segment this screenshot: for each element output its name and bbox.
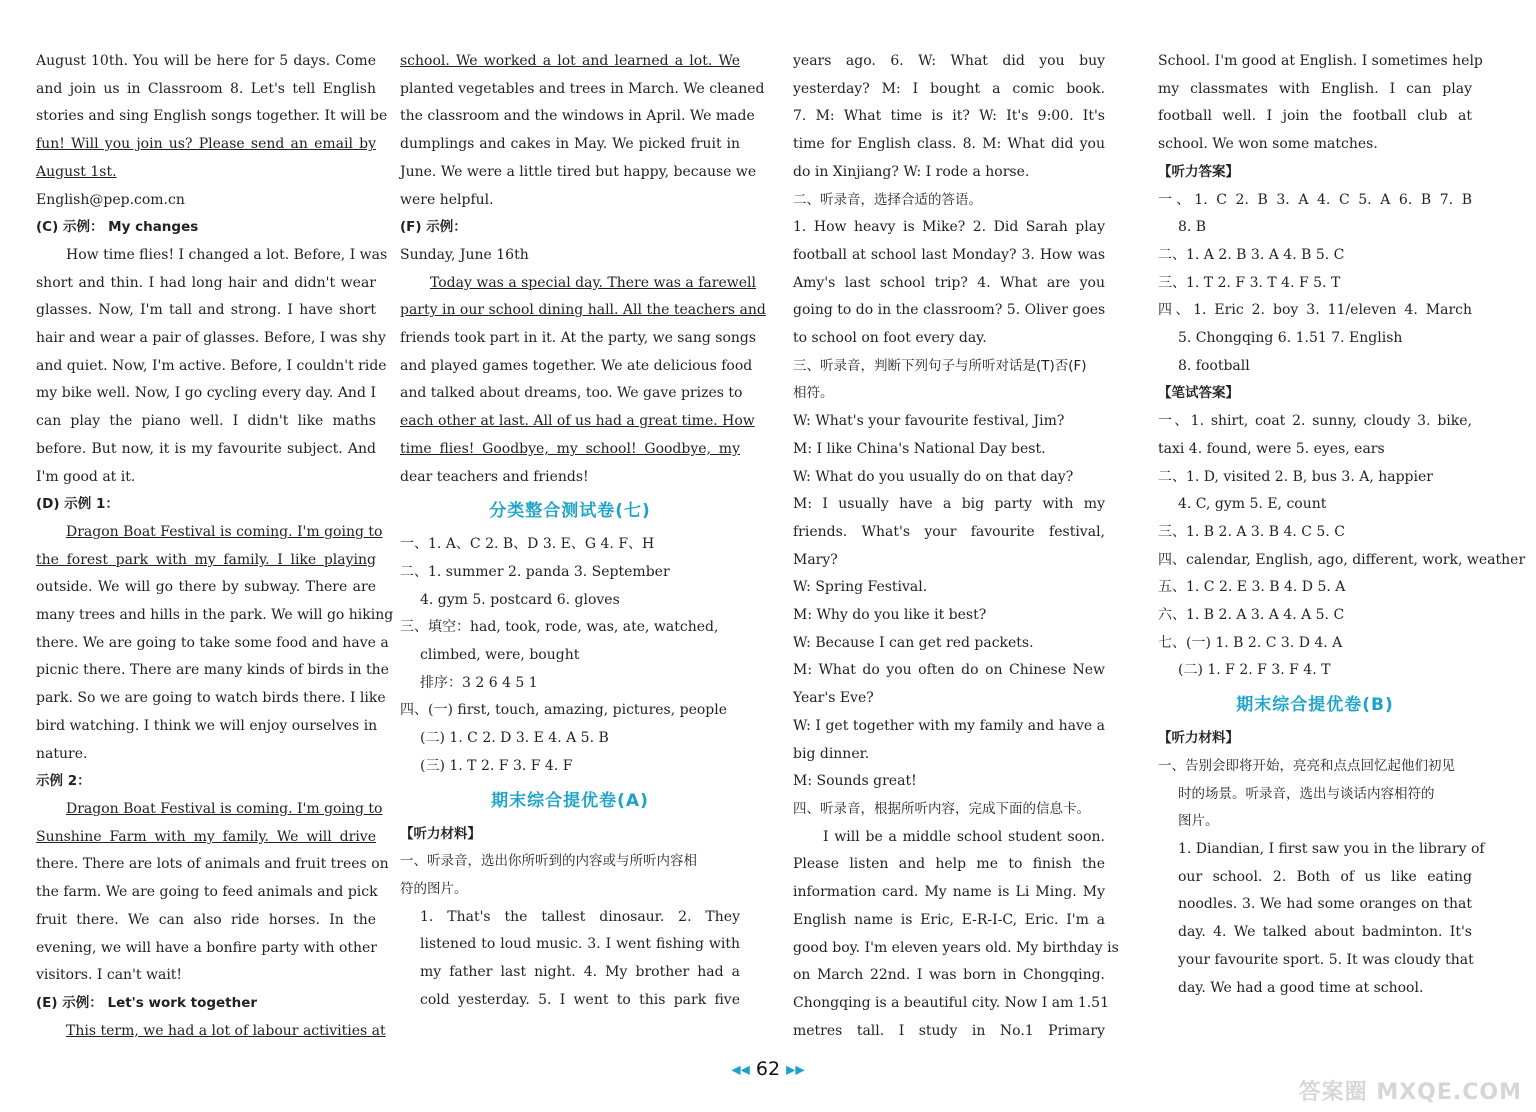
answer-line: school. We won some matches. [1158, 136, 1378, 153]
col1-text-line: This term, we had a lot of labour activities at [66, 1022, 386, 1039]
col3-text-line: 二、听录音，选择合适的答语。 [793, 191, 982, 208]
answer-line: 【听力答案】 [1158, 163, 1239, 180]
col3-text-line: years ago. 6. W: What did you buy [793, 53, 1105, 69]
col1-text-line: hair and wear a pair of glasses. Before, I was shy [36, 330, 386, 347]
col3-text-line: big dinner. [793, 745, 870, 762]
col1-text-line: fun! Will you join us? Please send an email by [36, 136, 376, 153]
col3-text-line: Please listen and help me to finish the [793, 856, 1105, 873]
col2-text-line: (F) 示例： [400, 219, 467, 236]
page-number: 62 [755, 1058, 781, 1080]
col1-text-line: evening, we will have a bonfire party with other [36, 939, 378, 956]
col3-text-line: M: I usually have a big party with my [793, 496, 1105, 513]
col1-text-line: I'm good at it. [36, 468, 136, 485]
answer-line: 一、1. A、C 2. B、D 3. E、G 4. F、H [400, 536, 655, 553]
col1-text-line: glasses. Now, I'm tall and strong. I have short [36, 302, 376, 319]
col3-text-line: football at school last Monday? 3. How was [793, 246, 1105, 263]
col1-text-line: English@pep.com.cn [36, 191, 185, 208]
answer-line: 一、1. shirt, coat 2. sunny, cloudy 3. bike, [1158, 413, 1472, 430]
answer-line: 4. gym 5. postcard 6. gloves [420, 591, 620, 608]
col3-text-line: yesterday? M: I bought a comic book. [793, 80, 1105, 97]
col3-text-line: 三、听录音，判断下列句子与所听对话是(T)否(F) [793, 357, 1087, 374]
col3-text-line: 1. How heavy is Mike? 2. Did Sarah play [793, 219, 1105, 236]
col1-text-line: and join us in Classroom 8. Let's tell English [36, 80, 376, 97]
listening-line: noodles. 3. We had some oranges on that [1178, 896, 1472, 913]
listening-line: 【听力材料】 [400, 825, 481, 842]
col1-text-line: there. We are going to take some food and have a [36, 634, 389, 651]
listening-line: my father last night. 4. My brother had a [420, 964, 740, 981]
section-title: 期末综合提优卷(A) [491, 790, 649, 811]
col3-text-line: friends. What's your favourite festival, [793, 523, 1105, 540]
col1-text-line: the farm. We are going to feed animals and pick [36, 884, 378, 901]
col3-text-line: to school on foot every day. [793, 330, 987, 347]
col3-text-line: I will be a middle school student soon. [823, 828, 1105, 845]
col3-text-line: W: What do you usually do on that day? [793, 468, 1074, 485]
answer-line: my classmates with English. I can play [1158, 80, 1472, 97]
col1-text-line: Dragon Boat Festival is coming. I'm going to [66, 523, 383, 540]
section-title: 期末综合提优卷(B) [1236, 695, 1394, 716]
col3-text-line: on March 22nd. I was born in Chongqing. [793, 967, 1105, 984]
col3-text-line: 7. M: What time is it? W: It's 9:00. It's [793, 108, 1105, 125]
col3-text-line: do in Xinjiang? W: I rode a horse. [793, 163, 1030, 180]
answer-line: taxi 4. found, were 5. eyes, ears [1158, 440, 1385, 457]
col1-text-line: can play the piano well. I didn't like maths [36, 413, 376, 430]
listening-line: listened to loud music. 3. I went fishing with [420, 936, 740, 953]
col3-text-line: W: I get together with my family and have a [793, 717, 1105, 734]
answer-line: 二、1. summer 2. panda 3. September [400, 563, 670, 580]
col2-text-line: Sunday, June 16th [400, 246, 529, 263]
col3-text-line: Mary? [793, 551, 838, 568]
col3-text-line: Amy's last school trip? 4. What are you [793, 274, 1105, 291]
prev-page-arrows: ◀◀ [731, 1062, 750, 1077]
section-title: 分类整合测试卷(七) [489, 501, 651, 522]
col1-text-line: the forest park with my family. I like playing [36, 551, 376, 568]
col2-text-line: friends took part in it. At the party, we sang songs [400, 330, 757, 347]
col1-text-line: my bike well. Now, I go cycling every day. And I [36, 385, 376, 402]
listening-line: 图片。 [1178, 813, 1219, 830]
answer-line: climbed, were, bought [420, 647, 580, 664]
col3-text-line: M: I like China's National Day best. [793, 440, 1046, 457]
column-1 [36, 48, 394, 1045]
col2-text-line: the classroom and the windows in April. We made [400, 108, 755, 125]
col3-text-line: M: Sounds great! [793, 773, 917, 790]
col1-text-line: How time flies! I changed a lot. Before, I was [66, 246, 388, 263]
col3-text-line: M: What do you often do on Chinese New [793, 662, 1105, 679]
listening-line: cold yesterday. 5. I went to this park five [420, 991, 740, 1008]
col2-text-line: dumplings and cakes in May. We picked fruit in [400, 136, 740, 153]
col3-text-line: English name is Eric, E-R-I-C, Eric. I'm a [793, 911, 1105, 928]
answer-line: 三、1. B 2. A 3. B 4. C 5. C [1158, 523, 1345, 540]
answer-line: 【笔试答案】 [1158, 385, 1239, 402]
col2-text-line: time flies! Goodbye, my school! Goodbye, my [400, 440, 740, 457]
col2-text-line: were helpful. [400, 191, 494, 208]
listening-line: 1. That's the tallest dinosaur. 2. They [420, 908, 740, 925]
answer-line: 七、(一) 1. B 2. C 3. D 4. A [1158, 634, 1343, 651]
col2-text-line: planted vegetables and trees in March. We cleaned [400, 80, 765, 97]
col3-text-line: 相符。 [793, 385, 834, 402]
col1-text-line: Sunshine Farm with my family. We will drive [36, 828, 376, 845]
col1-text-line: fruit there. We can also ride horses. In the [36, 911, 376, 928]
col1-text-line: August 10th. You will be here for 5 days. Come [36, 53, 376, 69]
col1-text-line: 示例 2： [36, 773, 91, 790]
listening-line: 【听力材料】 [1158, 730, 1239, 747]
col1-text-line: (E) 示例： Let's work together [36, 994, 258, 1011]
col1-text-line: before. But now, it is my favourite subject. And [36, 440, 376, 457]
col1-text-line: (D) 示例 1： [36, 496, 119, 513]
answer-line: 二、1. D, visited 2. B, bus 3. A, happier [1158, 468, 1433, 485]
answer-line: 四、calendar, English, ago, different, work, weather [1158, 551, 1526, 568]
col3-text-line: 四、听录音，根据所听内容，完成下面的信息卡。 [793, 800, 1090, 817]
column-4 [1158, 48, 1526, 1002]
col1-text-line: visitors. I can't wait! [36, 967, 183, 984]
listening-line: your favourite sport. 5. It was cloudy that [1178, 951, 1474, 968]
col2-text-line: dear teachers and friends! [400, 468, 589, 485]
col3-text-line: W: What's your favourite festival, Jim? [793, 413, 1065, 430]
answer-line: (二) 1. F 2. F 3. F 4. T [1178, 662, 1331, 679]
col1-text-line: short and thin. I had long hair and didn't wear [36, 274, 376, 291]
listening-line: 一、告别会即将开始，亮亮和点点回忆起他们初见 [1158, 757, 1455, 774]
listening-line: 1. Diandian, I first saw you in the library of [1178, 840, 1485, 857]
listening-line: day. We had a good time at school. [1178, 979, 1424, 996]
col1-text-line: outside. We will go there by subway. There are [36, 579, 376, 596]
answer-line: 8. football [1178, 357, 1250, 374]
listening-line: 符的图片。 [400, 880, 468, 897]
answer-line: 一、1. C 2. B 3. A 4. C 5. A 6. B 7. B [1158, 191, 1472, 208]
answer-line: 四、(一) first, touch, amazing, pictures, people [400, 702, 728, 719]
col3-text-line: Year's Eve? [793, 690, 874, 707]
answer-line: 5. Chongqing 6. 1.51 7. English [1178, 330, 1403, 347]
col1-text-line: Dragon Boat Festival is coming. I'm going to [66, 800, 383, 817]
answer-line: 排序：3 2 6 4 5 1 [420, 674, 538, 691]
answer-line: (三) 1. T 2. F 3. F 4. F [420, 757, 573, 774]
answer-line: (二) 1. C 2. D 3. E 4. A 5. B [420, 730, 609, 747]
listening-line: 一、听录音，选出你所听到的内容或与所听内容相 [400, 853, 697, 870]
col3-text-line: time for English class. 8. M: What did you [793, 136, 1105, 153]
listening-line: day. 4. We talked about badminton. It's [1178, 924, 1472, 941]
col2-text-line: and played games together. We ate delicious food [400, 357, 753, 374]
answer-line: 三、填空：had, took, rode, was, ate, watched, [400, 619, 719, 636]
col3-text-line: Chongqing is a beautiful city. Now I am 1.51 [793, 994, 1109, 1011]
col1-text-line: there. There are lots of animals and fruit trees on [36, 856, 389, 873]
col3-text-line: information card. My name is Li Ming. My [793, 884, 1105, 901]
col3-text-line: M: Why do you like it best? [793, 607, 987, 624]
col2-text-line: Today was a special day. There was a farewell [430, 274, 756, 291]
column-3 [793, 48, 1119, 1045]
col1-text-line: nature. [36, 745, 88, 762]
answer-line: School. I'm good at English. I sometimes help [1158, 53, 1483, 69]
col2-text-line: each other at last. All of us had a great time. How [400, 413, 755, 430]
col2-text-line: and talked about dreams, too. We gave prizes to [400, 385, 743, 402]
answer-line: 三、1. T 2. F 3. T 4. F 5. T [1158, 274, 1341, 291]
listening-line: 时的场景。听录音，选出与谈话内容相符的 [1178, 785, 1435, 802]
col2-text-line: school. We worked a lot and learned a lot. We [400, 53, 740, 69]
col2-text-line: June. We were a little tired but happy, because we [400, 163, 757, 180]
col3-text-line: good boy. I'm eleven years old. My birthday is [793, 939, 1119, 956]
next-page-arrows: ▶▶ [786, 1062, 805, 1077]
answer-line: 8. B [1178, 219, 1207, 236]
answer-line: 4. C, gym 5. E, count [1178, 496, 1327, 513]
watermark-logo: 答案圈 MXQE.COM [1298, 1080, 1522, 1105]
col3-text-line: W: Because I can get red packets. [793, 634, 1034, 651]
answer-line: 四、1. Eric 2. boy 3. 11/eleven 4. March [1158, 302, 1472, 319]
answer-line: 五、1. C 2. E 3. B 4. D 5. A [1158, 579, 1346, 596]
answer-line: football well. I join the football club at [1158, 108, 1472, 125]
col1-text-line: stories and sing English songs together. It will be [36, 108, 388, 125]
col1-text-line: park. So we are going to watch birds there. I like [36, 690, 386, 707]
col1-text-line: and quiet. Now, I'm active. Before, I couldn't ride [36, 357, 387, 374]
answer-line: 六、1. B 2. A 3. A 4. A 5. C [1158, 607, 1345, 624]
col1-text-line: bird watching. I think we will enjoy ourselves in [36, 717, 378, 734]
col1-text-line: August 1st. [36, 163, 117, 180]
answer-line: 二、1. A 2. B 3. A 4. B 5. C [1158, 246, 1345, 263]
col2-text-line: party in our school dining hall. All the teachers and [400, 302, 766, 319]
col3-text-line: going to do in the classroom? 5. Oliver goes [793, 302, 1106, 319]
col3-text-line: W: Spring Festival. [793, 579, 928, 596]
col3-text-line: metres tall. I study in No.1 Primary [793, 1022, 1105, 1039]
col1-text-line: many trees and hills in the park. We will go hiking [36, 607, 394, 624]
column-2 [400, 48, 766, 1015]
listening-line: our school. 2. Both of us like eating [1178, 868, 1472, 885]
col1-text-line: (C) 示例： My changes [36, 219, 199, 236]
col1-text-line: picnic there. There are many kinds of birds in the [36, 662, 389, 679]
